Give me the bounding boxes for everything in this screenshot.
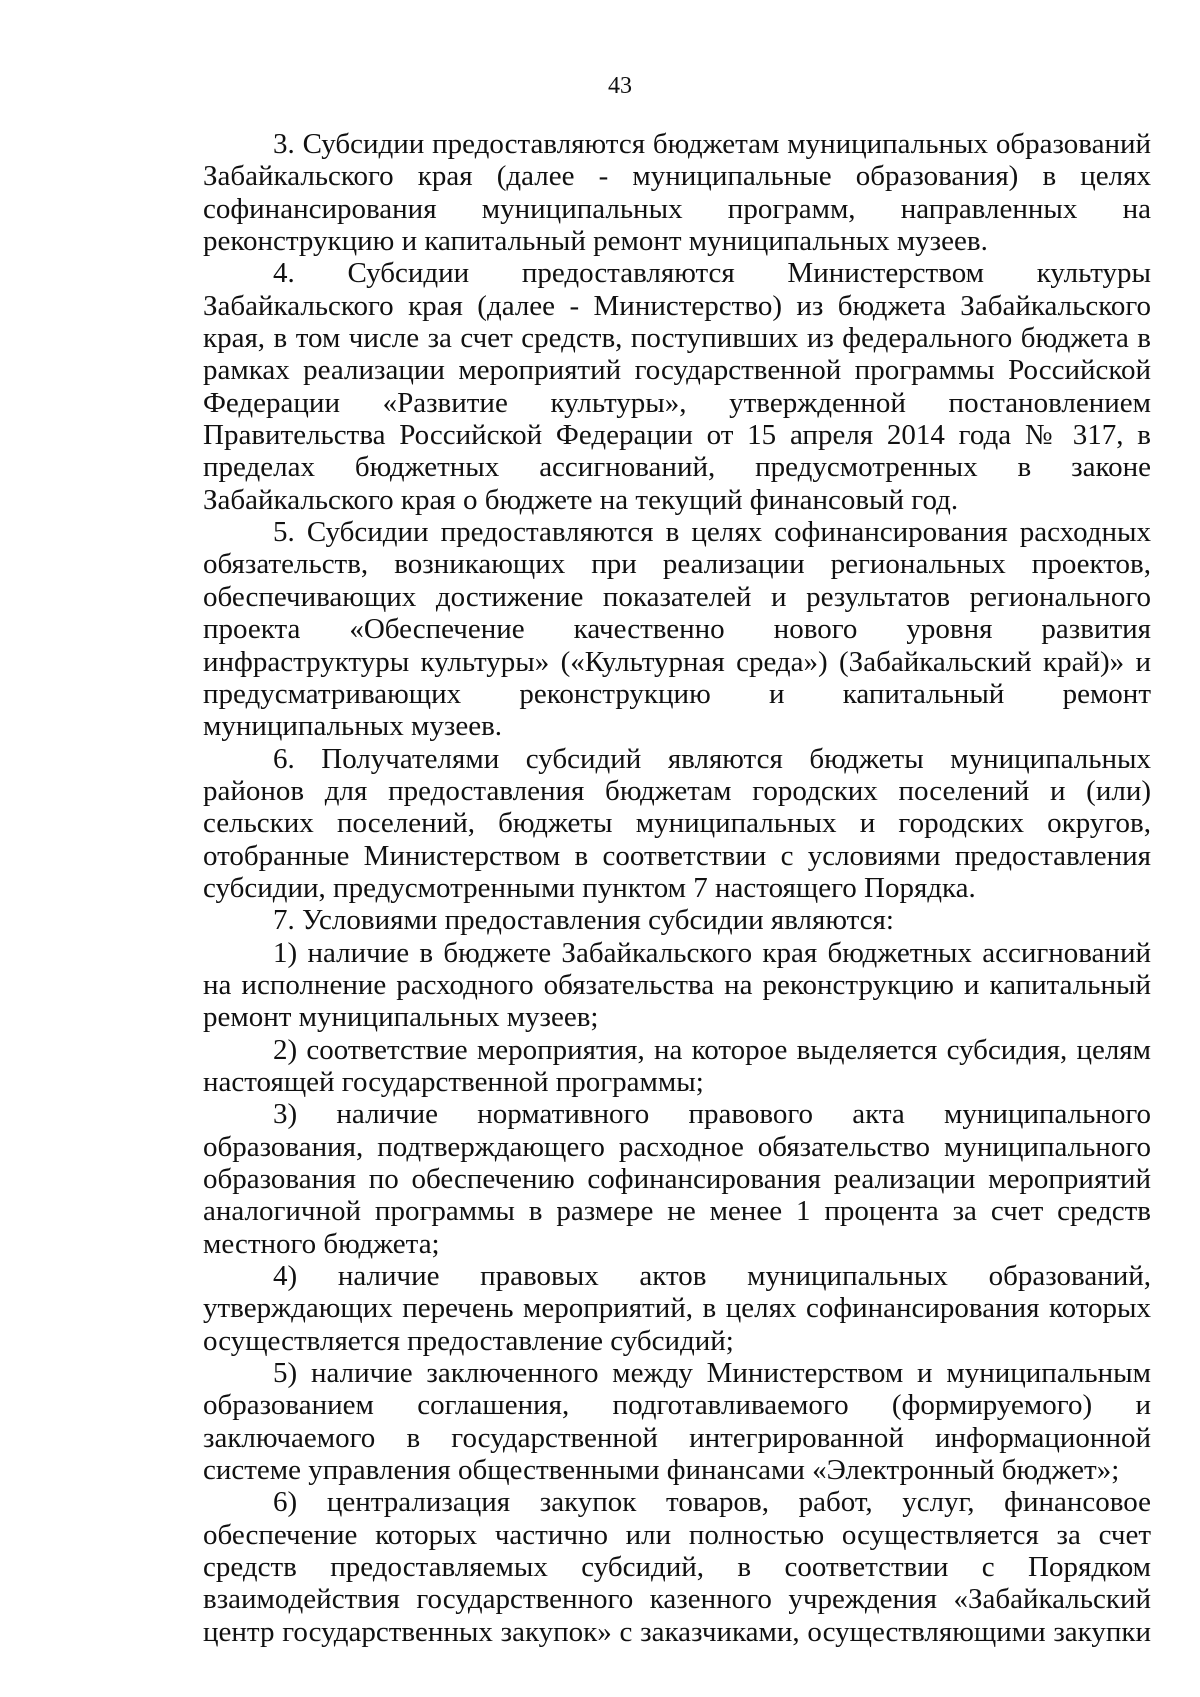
- condition-3: 3) наличие нормативного правового акта муниципального образования, подтверждающего расходное обязательство муниципального образования по обеспечению софинансирования реализации мероприятий аналогичной программы в размере не менее 1 процента за счет средств местного бюджета;: [203, 1098, 1151, 1260]
- condition-2: 2) соответствие мероприятия, на которое выделяется субсидия, целям настоящей государственной программы;: [203, 1033, 1151, 1098]
- paragraph-6: 6. Получателями субсидий являются бюджеты муниципальных районов для предоставления бюджетам городских поселений и (или) сельских поселений, бюджеты муниципальных и городских округов, отобранные Министерством в соответствии с условиями предоставления субсидии, предусмотренными пунктом 7 настоящего Порядка.: [203, 742, 1151, 904]
- condition-4: 4) наличие правовых актов муниципальных образований, утверждающих перечень мероприятий, в целях софинансирования которых осуществляется предоставление субсидий;: [203, 1260, 1151, 1357]
- condition-6: 6) централизация закупок товаров, работ, услуг, финансовое обеспечение которых частично или полностью осуществляется за счет средств предоставляемых субсидий, в соответствии с Порядком взаимодействия государственного казенного учреждения «Забайкальский центр государственных закупок» с заказчиками, осуществляющими закупки: [203, 1486, 1151, 1648]
- paragraph-5: 5. Субсидии предоставляются в целях софинансирования расходных обязательств, возникающих при реализации региональных проектов, обеспечивающих достижение показателей и результатов регионального проекта «Обеспечение качественно нового уровня развития инфраструктуры культуры» («Культурная среда») (Забайкальский край)» и предусматривающих реконструкцию и капитальный ремонт муниципальных музеев.: [203, 516, 1151, 743]
- condition-5: 5) наличие заключенного между Министерством и муниципальным образованием соглашения, подготавливаемого (формируемого) и заключаемого в государственной интегрированной информационной системе управления общественными финансами «Электронный бюджет»;: [203, 1357, 1151, 1487]
- page-number: 43: [608, 73, 632, 99]
- document-body: [203, 128, 1151, 1648]
- paragraph-4: 4. Субсидии предоставляются Министерством культуры Забайкальского края (далее - Министерство) из бюджета Забайкальского края, в том числе за счет средств, поступивших из федерального бюджета в рамках реализации мероприятий государственной программы Российской Федерации «Развитие культуры», утвержденной постановлением Правительства Российской Федерации от 15 апреля 2014 года № 317, в пределах бюджетных ассигнований, предусмотренных в законе Забайкальского края о бюджете на текущий финансовый год.: [203, 257, 1151, 516]
- paragraph-3: 3. Субсидии предоставляются бюджетам муниципальных образований Забайкальского края (далее - муниципальные образования) в целях софинансирования муниципальных программ, направленных на реконструкцию и капитальный ремонт муниципальных музеев.: [203, 128, 1151, 258]
- condition-1: 1) наличие в бюджете Забайкальского края бюджетных ассигнований на исполнение расходного обязательства на реконструкцию и капитальный ремонт муниципальных музеев;: [203, 936, 1151, 1034]
- paragraph-7: 7. Условиями предоставления субсидии являются:: [273, 904, 894, 937]
